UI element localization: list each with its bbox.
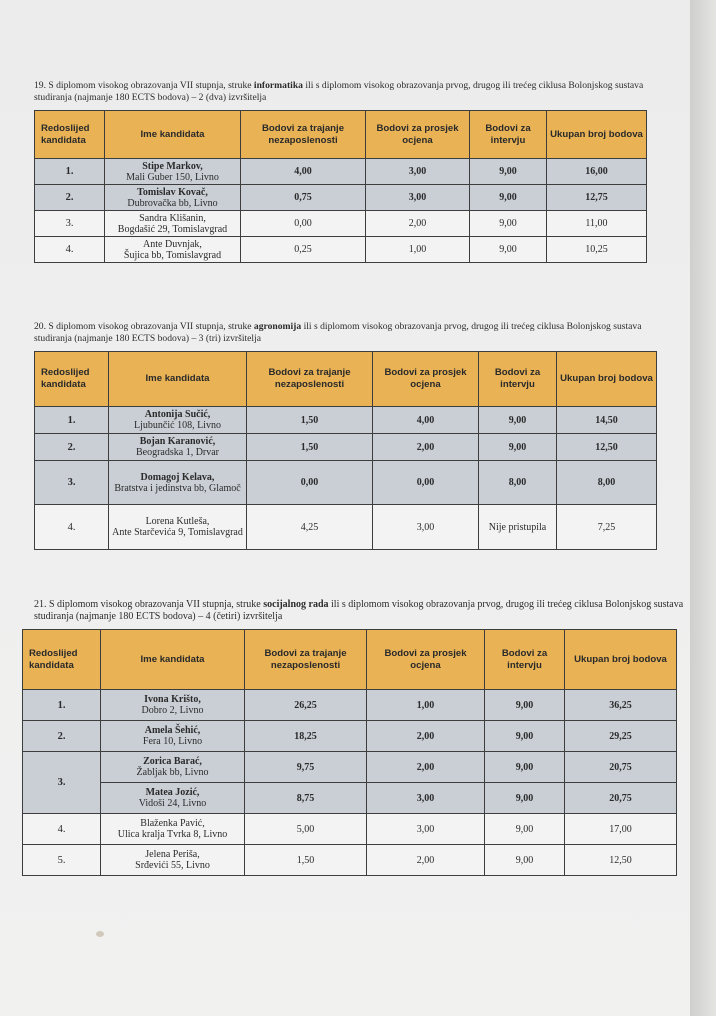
total-cell: 16,00 [547, 159, 647, 185]
average-cell: 0,00 [373, 461, 479, 505]
rank-cell: 3. [35, 211, 105, 237]
total-cell: 20,75 [565, 783, 677, 814]
name-cell [105, 237, 241, 263]
header-average: Bodovi za prosjek ocjena [373, 352, 479, 407]
rank-cell: 1. [35, 159, 105, 185]
header-rank: Redoslijed kandidata [23, 630, 101, 690]
header-total: Ukupan broj bodova [547, 111, 647, 159]
rank-cell: 4. [35, 237, 105, 263]
total-cell: 8,00 [557, 461, 657, 505]
candidate-name: Jelena Periša, [145, 849, 200, 860]
table-row [23, 752, 677, 783]
total-cell: 10,25 [547, 237, 647, 263]
interview-cell: 9,00 [470, 237, 547, 263]
rank-cell: 2. [23, 721, 101, 752]
candidate-address: Mali Guber 150, Livno [126, 171, 219, 183]
header-unemployment: Bodovi za trajanje nezaposlenosti [247, 352, 373, 407]
candidate-name: Bojan Karanović, [139, 436, 216, 447]
candidate-name: Antonija Sučić, [144, 409, 211, 420]
unemployment-cell: 1,50 [247, 434, 373, 461]
candidate-address: Bratstva i jedinstva bb, Glamoč [114, 482, 241, 494]
name-cell [101, 752, 245, 783]
header-average: Bodovi za prosjek ocjena [367, 630, 485, 690]
header-rank: Redoslijed kandidata [35, 352, 109, 407]
average-cell: 3,00 [367, 783, 485, 814]
unemployment-cell: 1,50 [245, 845, 367, 876]
interview-cell: 9,00 [479, 407, 557, 434]
unemployment-cell: 0,00 [241, 211, 366, 237]
total-cell: 17,00 [565, 814, 677, 845]
table-row [23, 783, 677, 814]
total-cell: 12,50 [557, 434, 657, 461]
header-interview: Bodovi za intervju [470, 111, 547, 159]
candidate-name: Zorica Barać, [143, 756, 202, 767]
paper-stain [96, 931, 104, 937]
name-cell [109, 407, 247, 434]
candidate-address: Srđevići 55, Livno [135, 860, 210, 871]
table-row [35, 237, 647, 263]
table-row [35, 461, 657, 505]
section-heading: 20. S diplomom visokog obrazovanja VII stupnja, struke agronomija ili s diplomom visokog obrazovanja prvog, drugog ili trećeg ciklusa Bolonjskog sustava studiranja (najmanje 180 ECTS bodova) – 3 (tri) izvršitelja [34, 321, 642, 344]
candidate-name: Domagoj Kelava, [140, 471, 215, 483]
total-cell: 20,75 [565, 752, 677, 783]
unemployment-cell: 0,00 [247, 461, 373, 505]
rank-cell: 3. [35, 461, 109, 505]
candidate-name: Stipe Markov, [142, 160, 203, 172]
candidate-name: Ivona Krišto, [144, 694, 201, 705]
average-cell: 3,00 [373, 505, 479, 550]
average-cell: 3,00 [366, 159, 470, 185]
table-row [23, 721, 677, 752]
table-row [23, 845, 677, 876]
interview-cell: 9,00 [479, 434, 557, 461]
candidate-address: Vidoši 24, Livno [138, 798, 207, 809]
interview-cell: 9,00 [470, 185, 547, 211]
candidate-name: Tomislav Kovač, [137, 186, 208, 198]
name-cell [101, 814, 245, 845]
total-cell: 14,50 [557, 407, 657, 434]
unemployment-cell: 9,75 [245, 752, 367, 783]
average-cell: 4,00 [373, 407, 479, 434]
rank-cell: 2. [35, 434, 109, 461]
header-average: Bodovi za prosjek ocjena [366, 111, 470, 159]
candidates-table [34, 110, 647, 263]
header-interview: Bodovi za intervju [485, 630, 565, 690]
total-cell: 36,25 [565, 690, 677, 721]
interview-cell: 8,00 [479, 461, 557, 505]
rank-cell: 2. [35, 185, 105, 211]
header-interview: Bodovi za intervju [479, 352, 557, 407]
header-unemployment: Bodovi za trajanje nezaposlenosti [245, 630, 367, 690]
candidate-address: Fera 10, Livno [142, 736, 203, 747]
candidate-name: Amela Šehić, [144, 725, 201, 736]
candidate-address: Bogdašić 29, Tomislavgrad [117, 223, 228, 235]
header-rank: Redoslijed kandidata [35, 111, 105, 159]
total-cell: 12,75 [547, 185, 647, 211]
rank-cell: 3. [23, 752, 101, 814]
header-total: Ukupan broj bodova [557, 352, 657, 407]
average-cell: 2,00 [373, 434, 479, 461]
average-cell: 1,00 [367, 690, 485, 721]
section-informatika [34, 80, 644, 263]
section-heading: 21. S diplomom visokog obrazovanja VII stupnja, struke socijalnog rada ili s diplomom visokog obrazovanja prvog, drugog ili trećeg ciklusa Bolonjskog sustava studiranja (najmanje 180 ECTS bodova) – 4 (četiri) izvršitelja [34, 599, 684, 622]
interview-cell: 9,00 [485, 845, 565, 876]
unemployment-cell: 1,50 [247, 407, 373, 434]
interview-cell: 9,00 [485, 814, 565, 845]
candidate-address: Ante Starčevića 9, Tomislavgrad [112, 527, 243, 538]
name-cell [109, 461, 247, 505]
total-cell: 7,25 [557, 505, 657, 550]
interview-cell: 9,00 [485, 783, 565, 814]
candidate-name: Blaženka Pavić, [140, 818, 205, 829]
average-cell: 3,00 [366, 185, 470, 211]
average-cell: 2,00 [367, 721, 485, 752]
unemployment-cell: 26,25 [245, 690, 367, 721]
page-edge [690, 0, 716, 1016]
name-cell [105, 211, 241, 237]
unemployment-cell: 8,75 [245, 783, 367, 814]
candidate-name: Lorena Kutleša, [145, 516, 210, 527]
unemployment-cell: 5,00 [245, 814, 367, 845]
candidate-address: Dobro 2, Livno [141, 705, 204, 716]
section-socijalni-rad [29, 599, 688, 876]
name-cell [101, 783, 245, 814]
candidate-address: Beogradska 1, Drvar [135, 447, 220, 458]
header-unemployment: Bodovi za trajanje nezaposlenosti [241, 111, 366, 159]
candidate-address: Šujica bb, Tomislavgrad [123, 249, 222, 261]
rank-cell: 5. [23, 845, 101, 876]
name-cell [101, 690, 245, 721]
unemployment-cell: 0,25 [241, 237, 366, 263]
name-cell [105, 185, 241, 211]
total-cell: 11,00 [547, 211, 647, 237]
table-row [35, 434, 657, 461]
candidate-address: Ulica kralja Tvrka 8, Livno [117, 829, 228, 840]
table-row [35, 185, 647, 211]
rank-cell: 4. [35, 505, 109, 550]
unemployment-cell: 4,25 [247, 505, 373, 550]
header-name: Ime kandidata [101, 630, 245, 690]
header-name: Ime kandidata [109, 352, 247, 407]
candidate-address: Žabljak bb, Livno [136, 767, 209, 778]
rank-cell: 4. [23, 814, 101, 845]
section-agronomija [34, 321, 656, 550]
name-cell [101, 845, 245, 876]
table-row [35, 505, 657, 550]
unemployment-cell: 0,75 [241, 185, 366, 211]
header-total: Ukupan broj bodova [565, 630, 677, 690]
interview-cell: 9,00 [485, 690, 565, 721]
unemployment-cell: 18,25 [245, 721, 367, 752]
average-cell: 3,00 [367, 814, 485, 845]
total-cell: 12,50 [565, 845, 677, 876]
average-cell: 2,00 [367, 752, 485, 783]
candidate-name: Sandra Klišanin, [139, 212, 206, 224]
name-cell [101, 721, 245, 752]
table-row [23, 690, 677, 721]
name-cell [109, 505, 247, 550]
interview-cell: Nije pristupila [479, 505, 557, 550]
candidate-name: Matea Jozić, [145, 787, 200, 798]
interview-cell: 9,00 [470, 159, 547, 185]
candidate-name: Ante Duvnjak, [143, 238, 202, 250]
candidates-table [22, 629, 677, 876]
rank-cell: 1. [23, 690, 101, 721]
interview-cell: 9,00 [470, 211, 547, 237]
candidate-address: Ljubunčić 108, Livno [134, 420, 221, 431]
candidates-table [34, 351, 657, 550]
rank-cell: 1. [35, 407, 109, 434]
name-cell [105, 159, 241, 185]
name-cell [109, 434, 247, 461]
unemployment-cell: 4,00 [241, 159, 366, 185]
candidate-address: Dubrovačka bb, Livno [127, 197, 218, 209]
section-heading: 19. S diplomom visokog obrazovanja VII stupnja, struke informatika ili s diplomom visokog obrazovanja prvog, drugog ili trećeg ciklusa Bolonjskog sustava studiranja (najmanje 180 ECTS bodova) – 2 (dva) izvršitelja [34, 80, 644, 103]
table-row [35, 159, 647, 185]
interview-cell: 9,00 [485, 752, 565, 783]
table-row [23, 814, 677, 845]
interview-cell: 9,00 [485, 721, 565, 752]
table-row [35, 211, 647, 237]
average-cell: 2,00 [367, 845, 485, 876]
table-row [35, 407, 657, 434]
header-name: Ime kandidata [105, 111, 241, 159]
average-cell: 1,00 [366, 237, 470, 263]
average-cell: 2,00 [366, 211, 470, 237]
total-cell: 29,25 [565, 721, 677, 752]
